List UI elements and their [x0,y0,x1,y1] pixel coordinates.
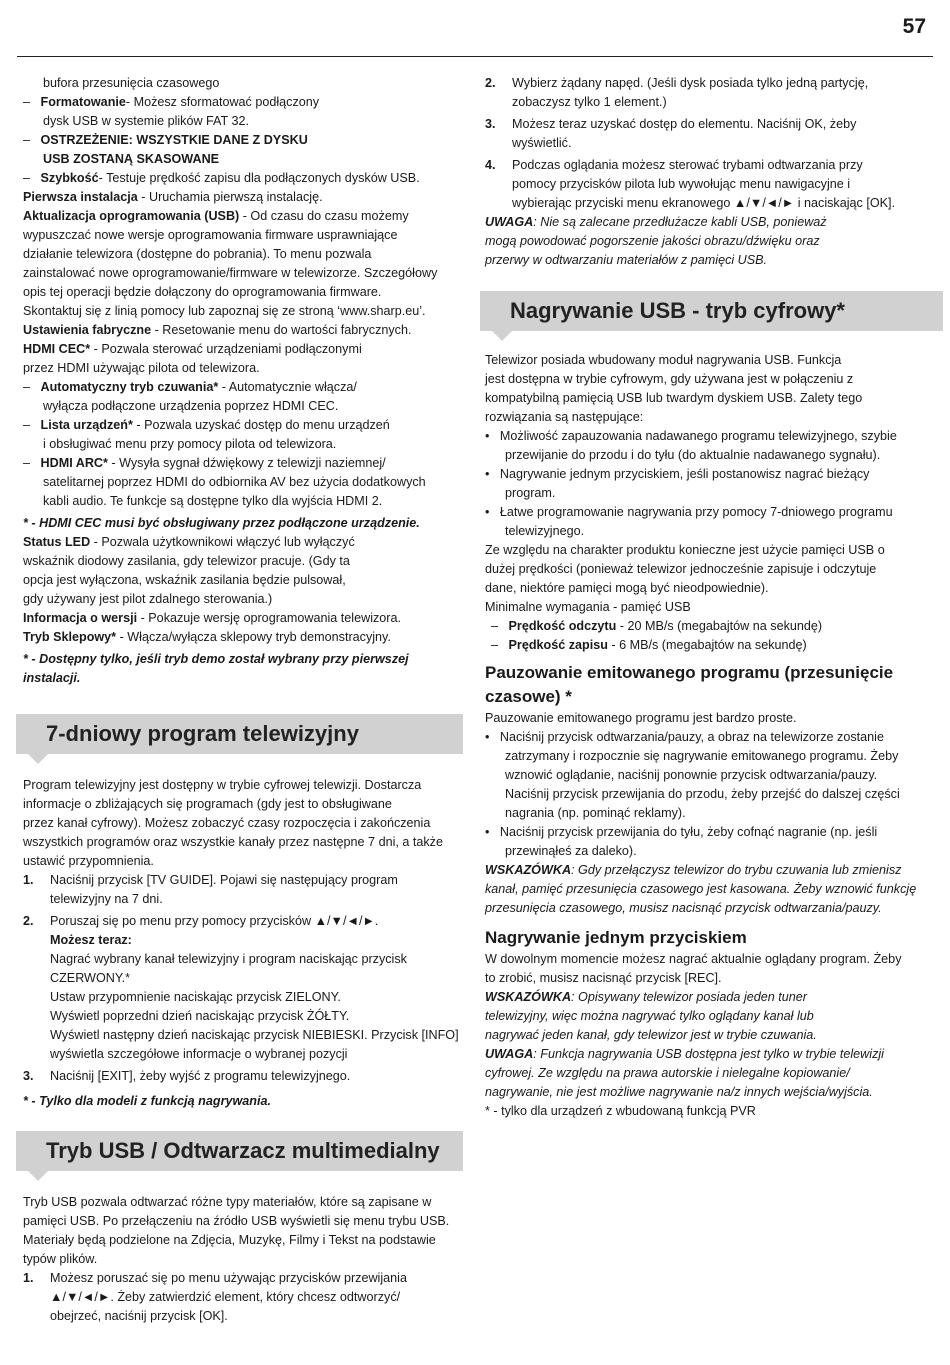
text-line: HDMI CEC* - Pozwala sterować urządzeniami podłączonymi [23,342,362,356]
text-line: dysk USB w systemie plików FAT 32. [43,114,249,128]
text-line: przewinąłeś za daleko). [505,844,637,858]
text-line: Ustawienia fabryczne - Resetowanie menu do wartości fabrycznych. [23,323,412,337]
text-line: kabli audio. Te funkcje są dostępne tylko dla wyjścia HDMI 2. [43,494,383,508]
text-line: typów plików. [23,1252,98,1266]
text-line: to zrobić, musisz nacisnąć przycisk [REC]. [485,971,722,985]
text-line: przewijanie do przodu i do tyłu (do aktualnie nadawanego sygnału). [505,448,881,462]
bullet-item: • Nagrywanie jednym przyciskiem, jeśli postanowisz nagrać bieżący [485,467,870,481]
text-line: Naciśnij przycisk przewijania do przodu, żeby przejść do dalszej części [505,787,900,801]
note: cyfrowej. Ze względu na prawa autorskie i nielegalne kopiowanie/ [485,1066,850,1080]
note: UWAGA: Nie są zalecane przedłużacze kabli USB, ponieważ [485,215,827,229]
banner-notch [492,331,512,341]
text-line: Skontaktuj się z linią pomocy lub zapoznaj się ze stroną ‘www.sharp.eu’. [23,304,426,318]
text-line: satelitarnej poprzez HDMI do odbiornika AV bez użycia dodatkowych [43,475,426,489]
numbered-item: 1. Naciśnij przycisk [TV GUIDE]. Pojawi się następujący program telewizyjny na 7 dni. [23,873,398,906]
numbered-item: 2. Wybierz żądany napęd. (Jeśli dysk posiada tylko jedną partycję, zobaczysz tylko 1 element.) [485,76,869,109]
text-line: Minimalne wymagania - pamięć USB [485,600,691,614]
subsection-title: Nagrywanie jednym przyciskiem [485,928,747,947]
text-line: i obsługiwać menu przy pomocy pilota od telewizora. [43,437,337,451]
text-line: Informacja o wersji - Pokazuje wersję oprogramowania telewizora. [23,611,401,625]
text-line: Materiały będą podzielone na Zdjęcia, Muzykę, Filmy i Tekst na podstawie [23,1233,436,1247]
footnote: * - tylko dla urządzeń z wbudowaną funkcją PVR [485,1104,756,1118]
list-item: – Prędkość odczytu - 20 MB/s (megabajtów na sekundę) [491,619,823,633]
bullet-item: • Możliwość zapauzowania nadawanego programu telewizyjnego, szybie [485,429,897,443]
bullet-item: • Naciśnij przycisk przewijania do tyłu, żeby cofnąć nagranie (np. jeśli [485,825,878,839]
list-item: – Lista urządzeń* - Pozwala uzyskać dostęp do menu urządzeń [23,418,390,432]
text-line: USB ZOSTANĄ SKASOWANE [43,152,220,166]
bullet-item: • Naciśnij przycisk odtwarzania/pauzy, a obraz na telewizorze zostanie [485,730,884,744]
list-item: – HDMI ARC* - Wysyła sygnał dźwiękowy z telewizji naziemnej/ [23,456,386,470]
note: nagrywanie, nie jest możliwe nagrywanie na/z innych wejścia/wyjścia. [485,1085,873,1099]
text-line: Tryb Sklepowy* - Włącza/wyłącza sklepowy tryb demonstracyjny. [23,630,391,644]
text-line: kompatybilną pamięcią USB lub twardym dyskiem USB. Zalety tego [485,391,863,405]
text-line: Status LED - Pozwala użytkownikowi włączyć lub wyłączyć [23,535,355,549]
text-line: zainstalować nowe oprogramowanie/firmware w telewizorze. Szczegółowy [23,266,438,280]
footnote: * - Dostępny tylko, jeśli tryb demo został wybrany przy pierwszej [23,652,409,666]
text-line: ustawić przypomnienia. [23,854,154,868]
right-column [485,74,928,1121]
list-item: – Prędkość zapisu - 6 MB/s (megabajtów na sekundę) [491,638,807,652]
text-line: pamięci USB. Po przełączeniu na źródło USB wyświetli się menu trybu USB. [23,1214,450,1228]
page-number: 57 [902,15,926,38]
text-line: program. [505,486,556,500]
text-line: przez HDMI używając pilota od telewizora. [23,361,260,375]
numbered-item: 3. Naciśnij [EXIT], żeby wyjść z programu telewizyjnego. [23,1069,351,1083]
list-item: – Szybkość- Testuje prędkość zapisu dla podłączonych dysków USB. [23,171,420,185]
left-column [23,74,463,1326]
text-line: Program telewizyjny jest dostępny w trybie cyfrowej telewizji. Dostarcza [23,778,422,792]
text-line: wyłącza podłączone urządzenia poprzez HDMI CEC. [43,399,339,413]
list-item: – Automatyczny tryb czuwania* - Automatycznie włącza/ [23,380,357,394]
note: mogą powodować pogorszenie jakości obrazu/dźwięku oraz [485,234,820,248]
text-line: Ze względu na charakter produktu konieczne jest użycie pamięci USB o [485,543,885,557]
section-title: Tryb USB / Odtwarzacz multimedialny [46,1138,440,1163]
bullet-item: • Łatwe programowanie nagrywania przy pomocy 7-dniowego programu [485,505,893,519]
footnote: instalacji. [23,671,81,685]
text-line: jest dostępna w trybie cyfrowym, gdy używana jest w połączeniu z [485,372,854,386]
numbered-item: 2. Poruszaj się po menu przy pomocy przycisków ▲/▼/◄/►. Możesz teraz: Nagrać wybrany kanał telewizyjny i program naciskając przycisk CZERWONY.* Ustaw przypomnienie naciskając przycisk ZIELONY. Wyświetl poprzedni dzień naciskając przycisk ŻÓŁTY. Wyświetl następny dzień naciskając przycisk NIEBIESKI. Przycisk [INFO] wyświetla szczegółowe informacje o wybranej pozycji [23,914,459,1061]
section-banner-usb [16,1131,463,1171]
numbered-item: 1. Możesz poruszać się po menu używając przycisków przewijania ▲/▼/◄/►. Żeby zatwierdzić element, który chcesz odtworzyć/ obejrzeć, naciśnij przycisk [OK]. [23,1271,407,1323]
text-line: Telewizor posiada wbudowany moduł nagrywania USB. Funkcja [485,353,842,367]
text-line: zatrzymany i rozpocznie się nagrywanie emitowanego programu. Żeby [505,749,899,763]
text-line: opcja jest wyłączona, wskaźnik zasilania będzie pulsował, [23,573,346,587]
section-title: 7-dniowy program telewizyjny [46,721,359,746]
text-line: opis tej operacji będzie dołączony do oprogramowania firmware. [23,285,382,299]
note: kanał, pamięć przesunięcia czasowego jest kasowana. Żeby wznowić funkcję [485,882,917,896]
text-line: dużej prędkości (ponieważ telewizor jednocześnie zapisuje i odczytuje [485,562,877,576]
footnote: * - Tylko dla modeli z funkcją nagrywania. [23,1094,271,1108]
subsection-title: Pauzowanie emitowanego programu (przesunięcie czasowe) * [485,663,894,706]
text-line: przez kanał cyfrowy). Możesz zobaczyć czasy rozpoczęcia i zakończenia [23,816,431,830]
text-line: wypuszczać nowe wersje oprogramowania firmware usprawniające [23,228,398,242]
text-line: działanie telewizora (dostępne do pobrania). To menu pozwala [23,247,372,261]
section-banner-epg [16,714,463,754]
text-line: W dowolnym momencie możesz nagrać aktualnie oglądany program. Żeby [485,952,902,966]
text-line: rozwiązania są następujące: [485,410,644,424]
numbered-item: 4. Podczas oglądania możesz sterować trybami odtwarzania przy pomocy przycisków pilota lub wywołując menu nawigacyjne i wybierając przyciski menu ekranowego ▲/▼/◄/► i naciskając [OK]. [485,158,896,210]
banner-notch [28,754,48,764]
note: przerwy w odtwarzaniu materiałów z pamięci USB. [485,253,768,267]
banner-notch [28,1171,48,1181]
note: WSKAZÓWKA: Opisywany telewizor posiada jeden tuner [485,990,807,1004]
note: przesunięcia czasowego, musisz nacisnąć przycisk odtwarzania/pauzy. [485,901,882,915]
text-line: Tryb USB pozwala odtwarzać różne typy materiałów, które są zapisane w [23,1195,432,1209]
section-banner-recording [480,291,943,331]
text-line: wszystkich programów oraz wszystkie kanały przez następne 7 dni, a także [23,835,443,849]
text-line: Pierwsza instalacja - Uruchamia pierwszą instalację. [23,190,323,204]
text-line: nagrania (np. pominąć reklamy). [505,806,686,820]
text-line: gdy używany jest pilot zdalnego sterowania.) [23,592,273,606]
note: UWAGA: Funkcja nagrywania USB dostępna jest tylko w trybie telewizji [485,1047,884,1061]
text-line: informacje o zbliżających się programach (gdy jest to obsługiwane [23,797,392,811]
note: WSKAZÓWKA: Gdy przełączysz telewizor do trybu czuwania lub zmienisz [485,863,902,877]
note: telewizyjny, więc można nagrywać tylko oglądany kanał lub [485,1009,814,1023]
list-item: – OSTRZEŻENIE: WSZYSTKIE DANE Z DYSKU [23,133,308,147]
text-line: bufora przesunięcia czasowego [43,76,220,90]
text-line: Pauzowanie emitowanego programu jest bardzo proste. [485,711,797,725]
note: nagrywać jeden kanał, gdy telewizor jest w trybie czuwania. [485,1028,817,1042]
text-line: wskaźnik diodowy zasilania, gdy telewizor pracuje. (Gdy ta [23,554,350,568]
section-title: Nagrywanie USB - tryb cyfrowy* [510,298,845,323]
text-line: telewizyjnego. [505,524,585,538]
numbered-item: 3. Możesz teraz uzyskać dostęp do elementu. Naciśnij OK, żeby wyświetlić. [485,117,857,150]
footnote: * - HDMI CEC musi być obsługiwany przez podłączone urządzenie. [23,516,420,530]
text-line: wznowić oglądanie, naciśnij ponownie przycisk odtwarzania/pauzy. [505,768,878,782]
text-line: dane, niektóre pamięci mogą być nieodpowiednie). [485,581,769,595]
list-item: – Formatowanie- Możesz sformatować podłączony [23,95,320,109]
header-rule [17,56,933,57]
text-line: Aktualizacja oprogramowania (USB) - Od czasu do czasu możemy [23,209,409,223]
